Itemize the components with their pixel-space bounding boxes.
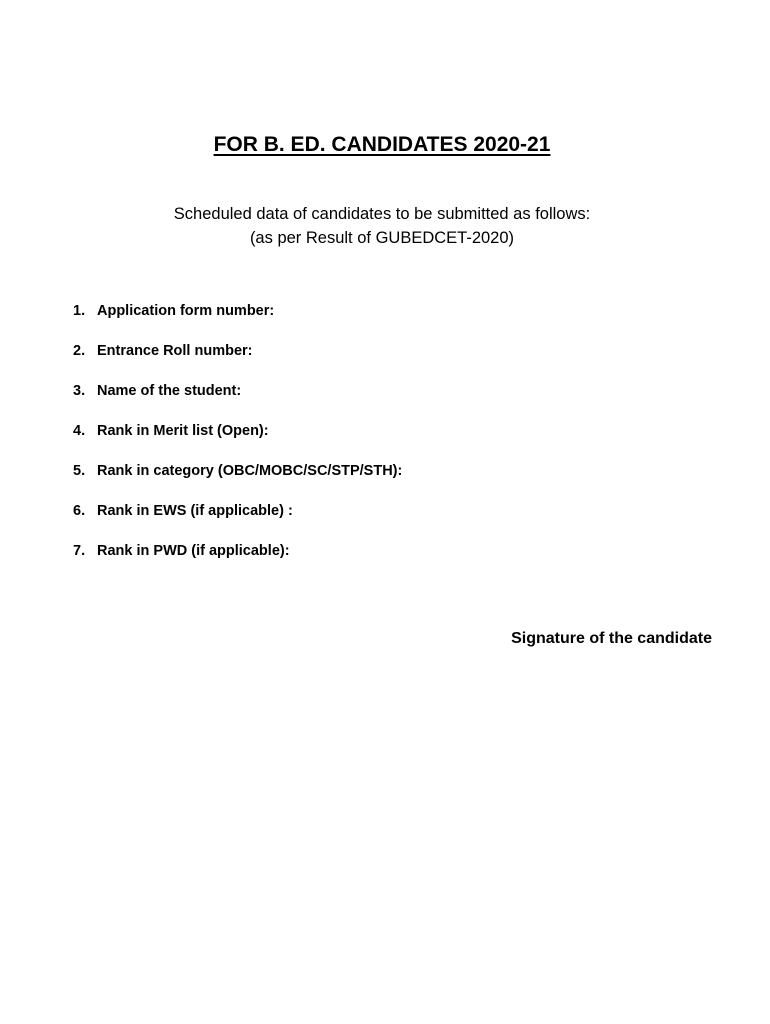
page-title-text: FOR B. ED. CANDIDATES 2020-21 bbox=[213, 133, 551, 156]
field-label: Name of the student: bbox=[97, 383, 242, 399]
field-number: 2. bbox=[73, 343, 86, 359]
field-student-name bbox=[73, 380, 402, 420]
field-label: Application form number: bbox=[97, 303, 275, 319]
field-number: 6. bbox=[73, 503, 86, 519]
field-list bbox=[73, 300, 402, 580]
field-application-form-number bbox=[73, 300, 402, 340]
field-merit-rank-open bbox=[73, 420, 402, 460]
page-title bbox=[0, 130, 764, 160]
field-number: 4. bbox=[73, 423, 86, 439]
field-label: Rank in PWD (if applicable): bbox=[97, 543, 290, 559]
instructions-line-2: (as per Result of GUBEDCET-2020) bbox=[249, 229, 515, 247]
field-category-rank bbox=[73, 460, 402, 500]
field-number: 3. bbox=[73, 383, 86, 399]
field-ews-rank bbox=[73, 500, 402, 540]
field-pwd-rank bbox=[73, 540, 402, 580]
field-label: Entrance Roll number: bbox=[97, 343, 253, 359]
instructions-line-1: Scheduled data of candidates to be submitted as follows: bbox=[173, 205, 591, 223]
field-label: Rank in EWS (if applicable) : bbox=[97, 503, 293, 519]
field-label: Rank in category (OBC/MOBC/SC/STP/STH): bbox=[97, 463, 403, 479]
field-number: 7. bbox=[73, 543, 86, 559]
signature-label: Signature of the candidate bbox=[511, 630, 712, 647]
field-number: 1. bbox=[73, 303, 86, 319]
instructions bbox=[0, 202, 764, 250]
field-number: 5. bbox=[73, 463, 86, 479]
field-label: Rank in Merit list (Open): bbox=[97, 423, 269, 439]
field-entrance-roll-number bbox=[73, 340, 402, 380]
